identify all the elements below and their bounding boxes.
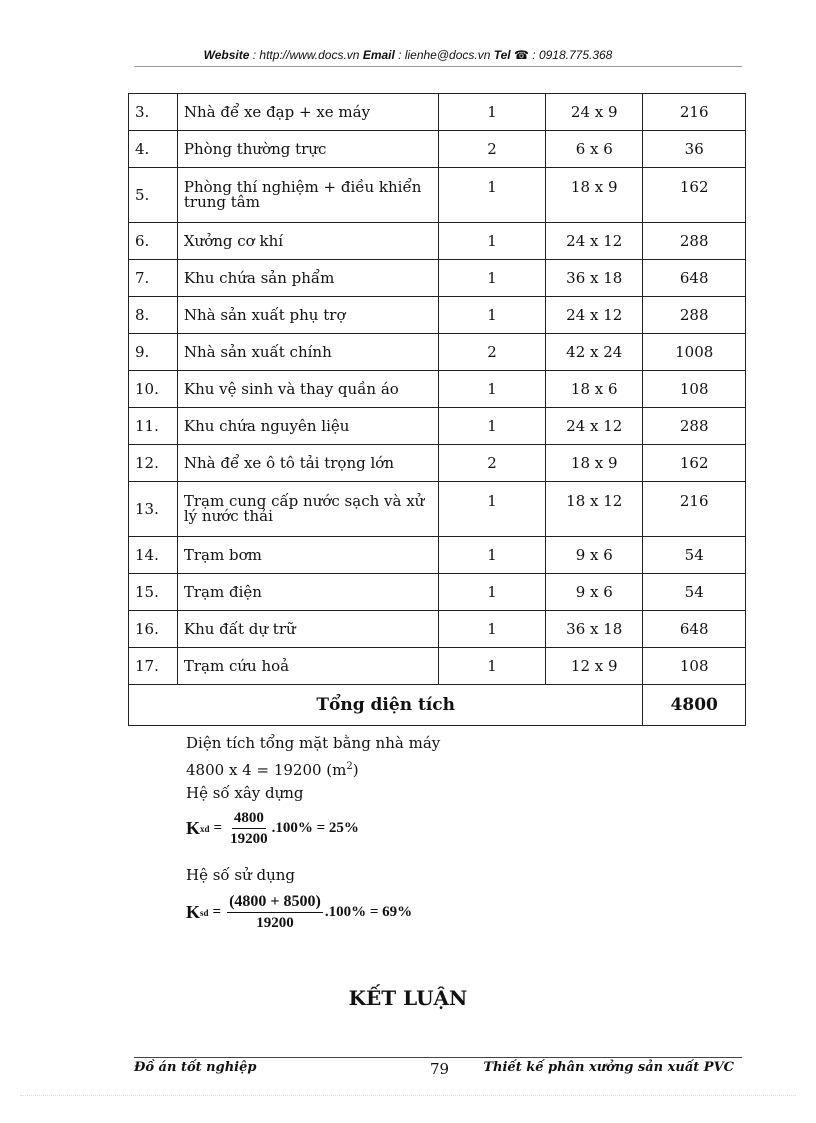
table-row [129,611,746,648]
bottom-dotted-rule [20,1095,796,1096]
row-area: 648 [643,611,746,648]
row-number: 4. [129,131,178,168]
row-dimensions: 9 x 6 [546,537,643,574]
row-number: 5. [129,168,178,223]
footer-divider [134,1057,742,1058]
row-dimensions: 6 x 6 [546,131,643,168]
usage-coefficient-label [186,864,295,887]
row-number: 14. [129,537,178,574]
row-quantity: 1 [438,408,545,445]
formula-subscript: xd [200,823,210,834]
row-name: Nhà sản xuất phụ trợ [177,297,438,334]
row-dimensions: 24 x 9 [546,94,643,131]
row-area: 216 [643,482,746,537]
text-line-3: Hệ số xây dựng [186,784,304,802]
row-quantity: 2 [438,445,545,482]
formula-result: .100% = 25% [271,820,359,836]
row-dimensions: 24 x 12 [546,297,643,334]
row-area: 288 [643,297,746,334]
total-row [129,685,746,726]
row-name: Nhà sản xuất chính [177,334,438,371]
row-area: 162 [643,445,746,482]
row-name: Xưởng cơ khí [177,223,438,260]
row-dimensions: 18 x 6 [546,371,643,408]
tel-value: : 0918.775.368 [528,48,613,62]
fraction-denominator: 19200 [230,831,268,847]
website-label: Website [203,48,250,62]
row-dimensions: 42 x 24 [546,334,643,371]
row-area: 216 [643,94,746,131]
row-quantity: 1 [438,223,545,260]
area-table [128,93,746,726]
row-quantity: 1 [438,537,545,574]
row-dimensions: 36 x 18 [546,260,643,297]
row-name: Trạm cứu hoả [177,648,438,685]
table-row [129,297,746,334]
fraction-numerator: 4800 [232,808,266,829]
row-area: 36 [643,131,746,168]
formula-result: .100% = 69% [324,904,413,920]
website-value: : http://www.docs.vn [249,48,363,62]
phone-icon: ☎ [513,48,529,62]
table-row [129,537,746,574]
area-equation-close: ) [352,761,359,779]
row-name: Khu chứa sản phẩm [177,260,438,297]
row-number: 12. [129,445,178,482]
total-label: Tổng diện tích [129,685,643,726]
calculation-text [186,732,440,805]
row-number: 15. [129,574,178,611]
fraction [228,808,270,849]
row-name: Trạm điện [177,574,438,611]
row-dimensions: 12 x 9 [546,648,643,685]
email-value: : lienhe@docs.vn [394,48,494,62]
row-quantity: 1 [438,168,545,223]
conclusion-heading: KẾT LUẬN [348,986,468,1010]
row-name: Phòng thí nghiệm + điều khiển trung tâm [177,168,438,223]
table-row [129,168,746,223]
total-value: 4800 [643,685,746,726]
building-coefficient-formula [186,808,359,849]
row-quantity: 1 [438,648,545,685]
formula-subscript: sd [200,907,209,918]
table-row [129,334,746,371]
row-number: 9. [129,334,178,371]
row-quantity: 1 [438,611,545,648]
table-row [129,574,746,611]
row-area: 162 [643,168,746,223]
row-quantity: 1 [438,482,545,537]
row-number: 11. [129,408,178,445]
row-name: Trạm cung cấp nước sạch và xử lý nước thải [177,482,438,537]
formula-symbol: K [186,818,201,838]
area-equation: 4800 x 4 = 19200 (m [186,761,347,779]
row-number: 6. [129,223,178,260]
row-dimensions: 24 x 12 [546,408,643,445]
row-quantity: 2 [438,131,545,168]
row-name: Nhà để xe ô tô tải trọng lớn [177,445,438,482]
row-dimensions: 9 x 6 [546,574,643,611]
row-quantity: 1 [438,371,545,408]
row-area: 108 [643,371,746,408]
table-row [129,223,746,260]
row-dimensions: 24 x 12 [546,223,643,260]
row-dimensions: 18 x 9 [546,168,643,223]
table-row [129,648,746,685]
row-name: Khu vệ sinh và thay quần áo [177,371,438,408]
table-row [129,131,746,168]
table-row [129,408,746,445]
row-number: 16. [129,611,178,648]
equals-sign: = [213,820,223,836]
text-line-2 [186,755,440,782]
row-name: Khu chứa nguyên liệu [177,408,438,445]
footer-right-text: Thiết kế phân xưởng sản xuất PVC [483,1060,734,1075]
equals-sign: = [212,904,222,920]
row-number: 3. [129,94,178,131]
header-divider [134,66,742,67]
text-line-4: Hệ số sử dụng [186,866,296,884]
email-label: Email [362,48,395,62]
row-dimensions: 36 x 18 [546,611,643,648]
row-area: 108 [643,648,746,685]
tel-label: Tel [493,48,511,62]
row-number: 17. [129,648,178,685]
table-row [129,445,746,482]
row-area: 648 [643,260,746,297]
row-name: Trạm bơm [177,537,438,574]
row-dimensions: 18 x 9 [546,445,643,482]
row-area: 1008 [643,334,746,371]
text-line-1: Diện tích tổng mặt bằng nhà máy [186,734,441,752]
row-number: 8. [129,297,178,334]
footer-left-text: Đồ án tốt nghiệp [134,1060,257,1075]
area-unit-superscript: 2 [346,761,353,772]
table-row [129,371,746,408]
table-row [129,260,746,297]
fraction-denominator: 19200 [256,915,294,931]
row-number: 13. [129,482,178,537]
page-header [0,48,816,62]
table-row [129,482,746,537]
row-area: 288 [643,408,746,445]
usage-coefficient-formula [186,892,412,933]
page-number: 79 [430,1060,450,1078]
row-name: Khu đất dự trữ [177,611,438,648]
row-quantity: 1 [438,574,545,611]
row-name: Phòng thường trực [177,131,438,168]
fraction [227,892,323,933]
table-row [129,94,746,131]
row-area: 288 [643,223,746,260]
row-name: Nhà để xe đạp + xe máy [177,94,438,131]
row-area: 54 [643,537,746,574]
row-number: 7. [129,260,178,297]
fraction-numerator: (4800 + 8500) [227,892,323,913]
row-quantity: 1 [438,260,545,297]
row-quantity: 2 [438,334,545,371]
formula-symbol: K [186,902,201,922]
row-dimensions: 18 x 12 [546,482,643,537]
row-quantity: 1 [438,297,545,334]
row-number: 10. [129,371,178,408]
row-area: 54 [643,574,746,611]
row-quantity: 1 [438,94,545,131]
